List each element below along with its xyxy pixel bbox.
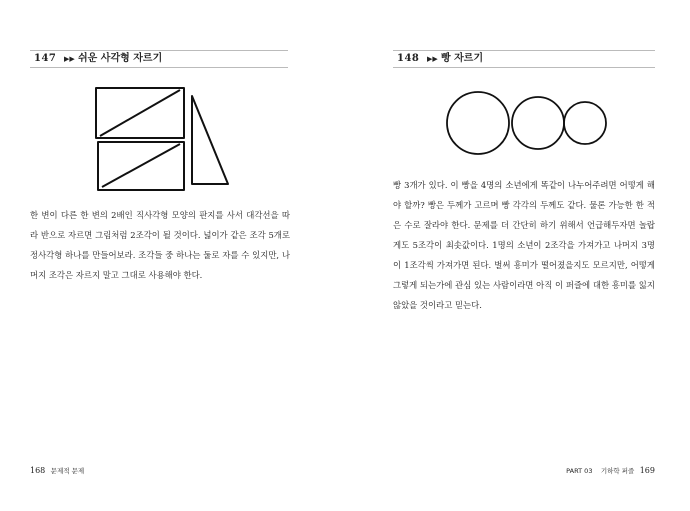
- problem-number: 147: [34, 53, 57, 64]
- diagonal-bottom: [102, 144, 180, 187]
- problem-number: 148: [397, 53, 420, 64]
- triangle-piece: [192, 96, 228, 184]
- double-arrow-icon: ▶▶: [427, 55, 438, 63]
- double-arrow-icon: ▶▶: [64, 55, 75, 63]
- right-page: [345, 0, 690, 511]
- problem-title: 빵 자르기: [441, 53, 484, 64]
- bread-large: [447, 92, 509, 154]
- bread-small: [564, 102, 606, 144]
- page-number: 169: [639, 466, 655, 475]
- section-label: 기하학 퍼즐: [600, 467, 635, 475]
- problem-title: 쉬운 사각형 자르기: [78, 53, 163, 64]
- bread-medium: [512, 97, 564, 149]
- diagonal-top: [100, 90, 180, 136]
- rectangle-triangles-figure: [90, 84, 240, 196]
- page-footer: [30, 466, 87, 475]
- bread-circles-figure: [440, 90, 610, 156]
- problem-header: [393, 50, 655, 68]
- problem-header: [30, 50, 288, 68]
- problem-body: 빵 3개가 있다. 이 빵을 4명의 소년에게 똑같이 나누어주려면 어떻게 해야 할까? 빵은 두께가 고르며 빵 각각의 두께도 같다. 물론 가능한 한 적은 수로 잘라야 한다. 문제를 더 간단히 하기 위해서 언급해두자면 놀랍게도 5조각이 최솟값이다. 1명의 소년이 2조각을 가져가고 나머지 3명이 1조각씩 가져가면 된다. 벌써 흥미가 떨어졌을지도 모르지만, 어떻게 그렇게 되는가에 관심 있는 사람이라면 아직 이 퍼즐에 대한 흥미를 잃지 않았을 것이라고 믿는다.: [393, 180, 655, 310]
- problem-body: 한 변이 다른 한 변의 2배인 직사각형 모양의 판지를 사서 대각선을 따라 반으로 자르면 그림처럼 2조각이 될 것이다. 넓이가 같은 조각 5개로 정사각형 하나를 만들어보라. 조각들 중 하나는 둘로 자를 수 있지만, 나머지 조각은 자르지 말고 그대로 사용해야 한다.: [30, 210, 290, 280]
- part-label: PART 03: [566, 467, 593, 475]
- section-label: 문제적 문제: [50, 467, 85, 475]
- page-footer: [563, 466, 655, 475]
- page-number: 168: [30, 466, 46, 475]
